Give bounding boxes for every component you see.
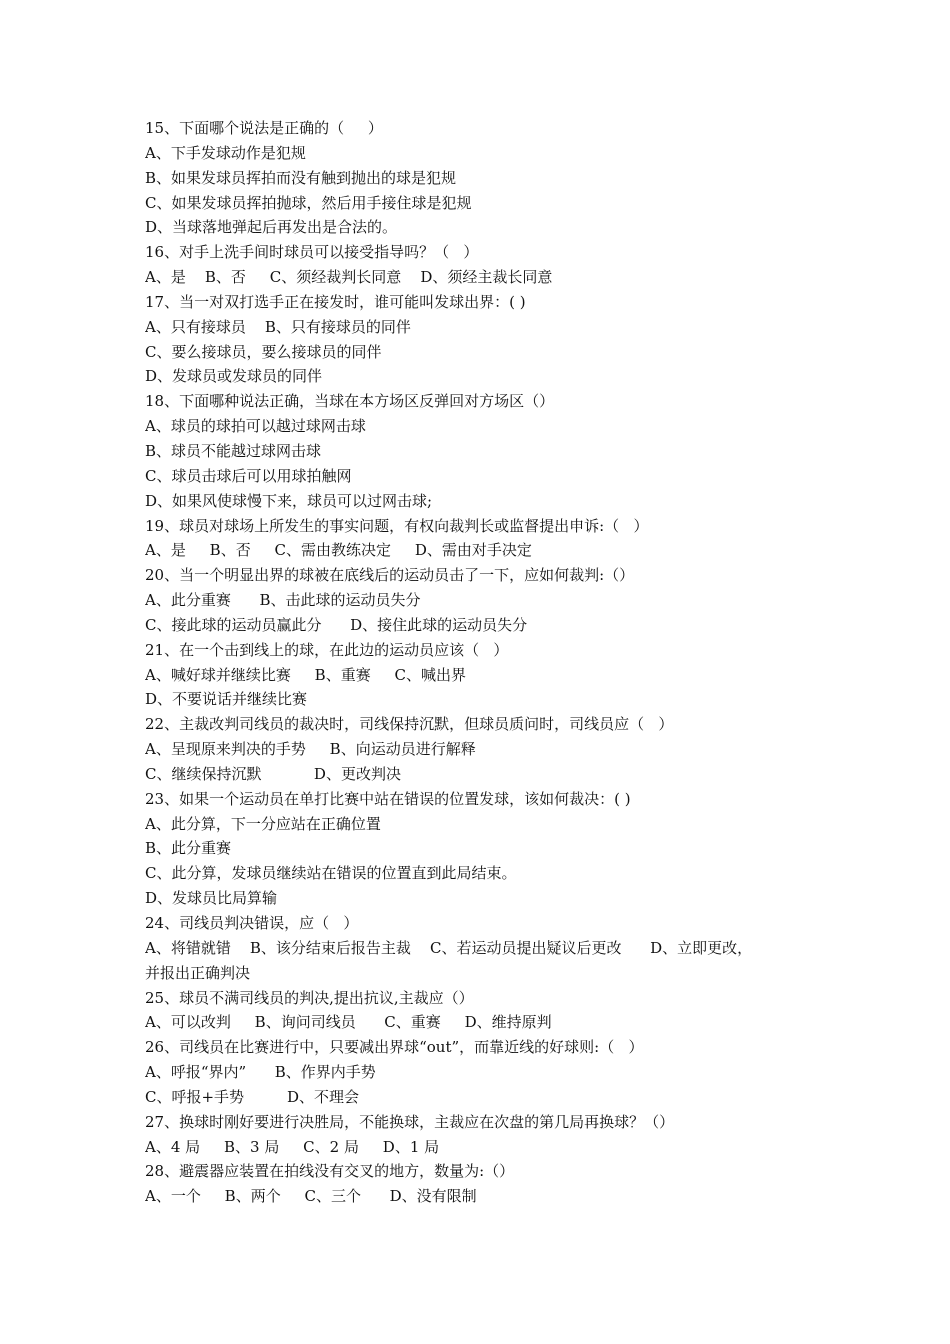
question-20: 20、当一个明显出界的球被在底线后的运动员击了一下，应如何裁判:（） <box>145 566 635 585</box>
option-line: D、发球员或发球员的同伴 <box>145 367 323 386</box>
option-line: B、此分重赛 <box>145 839 232 858</box>
option-line: C、如果发球员挥拍抛球，然后用手接住球是犯规 <box>145 193 472 212</box>
option-line: A、此分重赛 B、击此球的运动员失分 <box>145 591 421 610</box>
option-line: A、是 B、否 C、须经裁判长同意 D、须经主裁长同意 <box>145 268 553 287</box>
question-28: 28、避震器应装置在拍线没有交叉的地方，数量为:（） <box>145 1162 515 1181</box>
question-26: 26、司线员在比赛进行中，只要减出界球“out”，而靠近线的好球则:（ ） <box>145 1038 644 1057</box>
option-line: A、是 B、否 C、需由教练决定 D、需由对手决定 <box>145 541 532 560</box>
option-line: B、如果发球员挥拍而没有触到抛出的球是犯规 <box>145 168 457 187</box>
option-line-continued: 并报出正确判决 <box>145 963 251 982</box>
option-line: A、一个 B、两个 C、三个 D、没有限制 <box>145 1187 477 1206</box>
question-18: 18、下面哪种说法正确，当球在本方场区反弹回对方场区（） <box>145 392 555 411</box>
option-line: C、继续保持沉默 D、更改判决 <box>145 764 401 783</box>
question-list <box>145 116 810 1209</box>
option-line: C、要么接球员，要么接球员的同伴 <box>145 342 382 361</box>
option-line: A、呈现原来判决的手势 B、向运动员进行解释 <box>145 740 476 759</box>
option-line: D、当球落地弹起后再发出是合法的。 <box>145 218 398 237</box>
question-22: 22、主裁改判司线员的裁决时，司线保持沉默，但球员质问时，司线员应（ ） <box>145 715 674 734</box>
option-line: A、只有接球员 B、只有接球员的同伴 <box>145 317 411 336</box>
option-line: A、喊好球并继续比赛 B、重赛 C、喊出界 <box>145 665 467 684</box>
option-line: A、球员的球拍可以越过球网击球 <box>145 417 366 436</box>
option-line: C、此分算，发球员继续站在错误的位置直到此局结束。 <box>145 864 517 883</box>
option-line: D、如果风使球慢下来，球员可以过网击球; <box>145 491 433 510</box>
option-line: D、发球员比局算输 <box>145 889 278 908</box>
option-line: D、不要说话并继续比赛 <box>145 690 308 709</box>
option-line: B、球员不能越过球网击球 <box>145 441 322 460</box>
option-line: A、下手发球动作是犯规 <box>145 143 306 162</box>
question-25: 25、球员不满司线员的判决,提出抗议,主裁应（） <box>145 988 474 1007</box>
option-line: C、球员击球后可以用球拍触网 <box>145 466 352 485</box>
option-line: A、4 局 B、3 局 C、2 局 D、1 局 <box>145 1137 440 1156</box>
option-line: A、可以改判 B、询问司线员 C、重赛 D、维持原判 <box>145 1013 552 1032</box>
question-15: 15、下面哪个说法是正确的（ ） <box>145 119 383 137</box>
question-19: 19、球员对球场上所发生的事实问题，有权向裁判长或监督提出申诉:（ ） <box>145 516 649 535</box>
question-21: 21、在一个击到线上的球，在此边的运动员应该（ ） <box>145 640 509 659</box>
question-24: 24、司线员判决错误，应（ ） <box>145 914 359 932</box>
option-line: A、呼报“界内” B、作界内手势 <box>145 1063 376 1082</box>
question-16: 16、对手上洗手间时球员可以接受指导吗？（ ） <box>145 243 479 262</box>
option-line: A、此分算，下一分应站在正确位置 <box>145 814 381 833</box>
question-17: 17、当一对双打选手正在接发时，谁可能叫发球出界：( ) <box>145 292 526 311</box>
option-line: C、呼报+手势 D、不理会 <box>145 1087 359 1106</box>
question-27: 27、换球时刚好要进行决胜局，不能换球，主裁应在次盘的第几局再换球？（） <box>145 1112 675 1131</box>
question-23: 23、如果一个运动员在单打比赛中站在错误的位置发球，该如何裁决：( ) <box>145 789 631 808</box>
option-line: A、将错就错 B、该分结束后报告主裁 C、若运动员提出疑议后更改 D、立即更改， <box>145 938 753 957</box>
option-line: C、接此球的运动员赢此分 D、接住此球的运动员失分 <box>145 615 528 634</box>
